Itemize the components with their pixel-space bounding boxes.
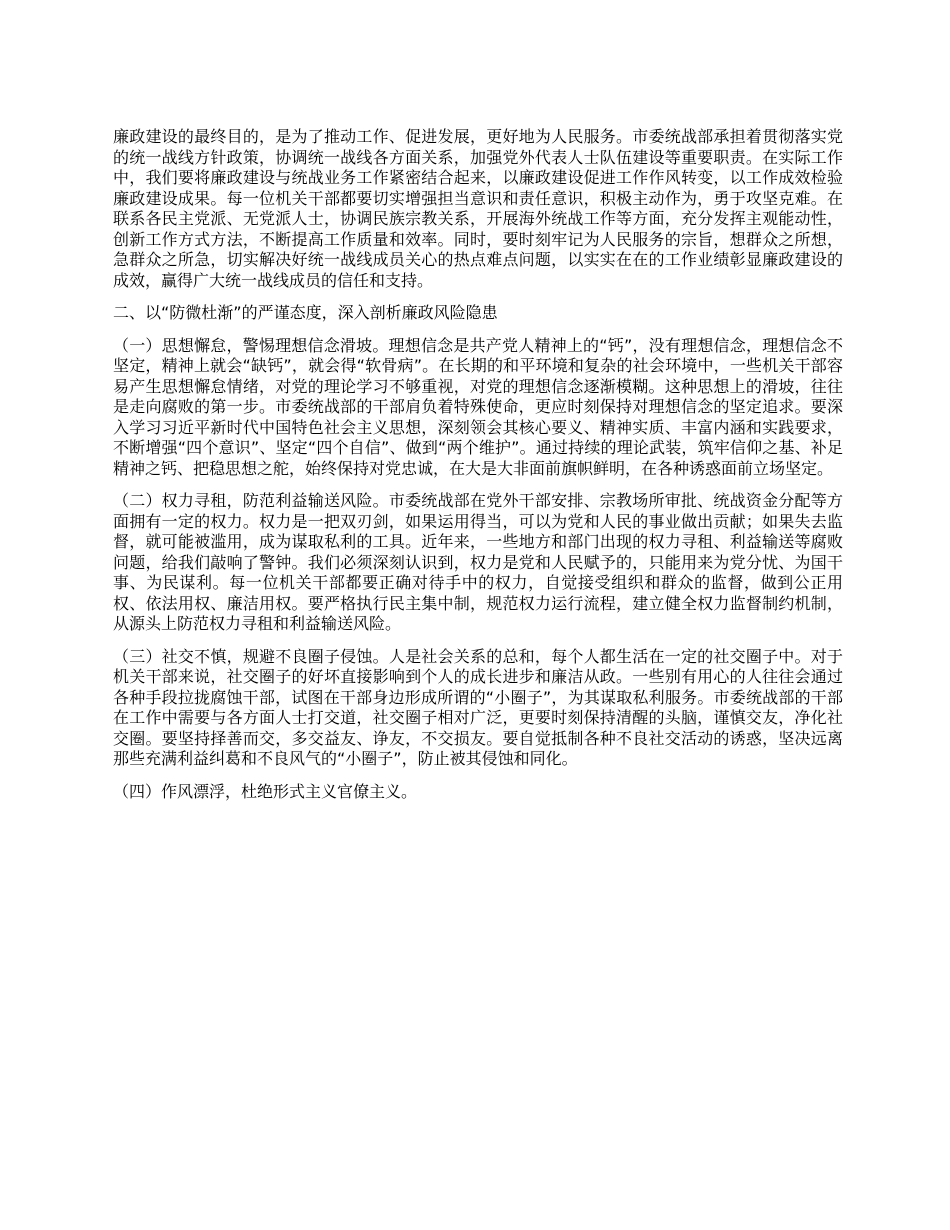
paragraph-item-4: （四）作风漂浮，杜绝形式主义官僚主义。 [113,781,418,801]
paragraph-item-2: （二）权力寻租，防范利益输送风险。市委统战部在党外干部安排、宗教场所审批、统战资金分配等方面拥有一定的权力。权力是一把双刃剑，如果运用得当，可以为党和人民的事业做出贡献；如果失去监督，就可能被滥用，成为谋取私利的工具。近年来，一些地方和部门出现的权力寻租、利益输送等腐败问题，给我们敲响了警钟。我们必须深刻认识到，权力是党和人民赋予的，只能用来为党分忧、为国干事、为民谋利。每一位机关干部都要正确对待手中的权力，自觉接受组织和群众的监督，做到公正用权、依法用权、廉洁用权。要严格执行民主集中制，规范权力运行流程，建立健全权力监督制约机制，从源头上防范权力寻租和利益输送风险。 [113,491,843,633]
paragraph-item-1: （一）思想懈怠，警惕理想信念滑坡。理想信念是共产党人精神上的“钙”，没有理想信念，理想信念不坚定，精神上就会“缺钙”，就会得“软骨病”。在长期的和平环境和复杂的社会环境中，一些机关干部容易产生思想懈怠情绪，对党的理论学习不够重视，对党的理想信念逐渐模糊。这种思想上的滑坡，往往是走向腐败的第一步。市委统战部的干部肩负着特殊使命，更应时刻保持对理想信念的坚定追求。要深入学习习近平新时代中国特色社会主义思想，深刻领会其核心要义、精神实质、丰富内涵和实践要求，不断增强“四个意识”、坚定“四个自信”、做到“两个维护”。通过持续的理论武装，筑牢信仰之基、补足精神之钙、把稳思想之舵，始终保持对党忠诚，在大是大非面前旗帜鲜明，在各种诱惑面前立场坚定。 [113,335,843,478]
document-page [113,127,843,814]
section-heading: 二、以“防微杜渐”的严谨态度，深入剖析廉政风险隐患 [113,303,498,322]
paragraph-item-3: （三）社交不慎，规避不良圈子侵蚀。人是社会关系的总和，每个人都生活在一定的社交圈子中。对于机关干部来说，社交圈子的好坏直接影响到个人的成长进步和廉洁从政。一些别有用心的人往往会通过各种手段拉拢腐蚀干部，试图在干部身边形成所谓的“小圈子”，为其谋取私利服务。市委统战部的干部在工作中需要与各方面人士打交道，社交圈子相对广泛，更要时刻保持清醒的头脑，谨慎交友，净化社交圈。要坚持择善而交，多交益友、诤友，不交损友。要自觉抵制各种不良社交活动的诱惑，坚决远离那些充满利益纠葛和不良风气的“小圈子”，防止被其侵蚀和同化。 [113,646,843,768]
paragraph-intro: 廉政建设的最终目的，是为了推动工作、促进发展，更好地为人民服务。市委统战部承担着贯彻落实党的统一战线方针政策，协调统一战线各方面关系，加强党外代表人士队伍建设等重要职责。在实际工作中，我们要将廉政建设与统战业务工作紧密结合起来，以廉政建设促进工作作风转变，以工作成效检验廉政建设成果。每一位机关干部都要切实增强担当意识和责任意识，积极主动作为，勇于攻坚克难。在联系各民主党派、无党派人士，协调民族宗教关系，开展海外统战工作等方面，充分发挥主观能动性，创新工作方式方法，不断提高工作质量和效率。同时，要时刻牢记为人民服务的宗旨，想群众之所想，急群众之所急，切实解决好统一战线成员关心的热点难点问题，以实实在在的工作业绩彰显廉政建设的成效，赢得广大统一战线成员的信任和支持。 [113,127,843,290]
